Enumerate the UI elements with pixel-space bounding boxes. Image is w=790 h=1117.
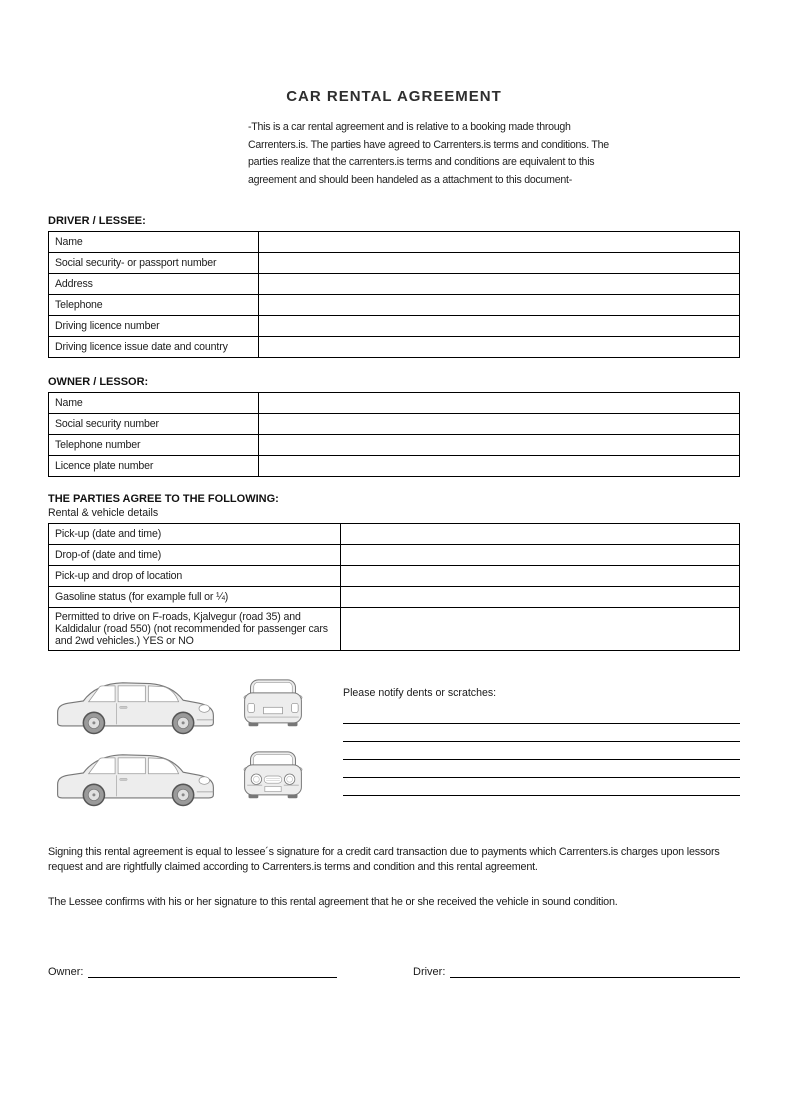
- field-value-cell[interactable]: [259, 337, 740, 358]
- table-row: [49, 545, 740, 566]
- agreement-section-subheading: Rental & vehicle details: [48, 507, 159, 520]
- agreement-section-heading: THE PARTIES AGREE TO THE FOLLOWING:: [48, 493, 279, 506]
- rental-details-table-body: [49, 524, 740, 651]
- field-value-cell[interactable]: [259, 435, 740, 456]
- field-label: Licence plate number: [55, 460, 154, 473]
- table-row: [49, 253, 740, 274]
- field-value-cell[interactable]: [259, 456, 740, 477]
- field-value-cell[interactable]: [341, 587, 740, 608]
- field-label-cell: [49, 253, 259, 274]
- vehicle-damage-diagram-section: [48, 673, 740, 807]
- field-label-cell: [49, 316, 259, 337]
- field-label: Social security- or passport number: [55, 257, 217, 270]
- field-value-cell[interactable]: [259, 295, 740, 316]
- damage-note-line[interactable]: [343, 742, 740, 760]
- table-row: [49, 524, 740, 545]
- table-row: [49, 456, 740, 477]
- table-row: [49, 566, 740, 587]
- owner-signature-label: Owner:: [48, 966, 84, 979]
- owner-signature-block: [48, 964, 337, 978]
- field-label: Address: [55, 278, 93, 291]
- driver-table-body: [49, 232, 740, 358]
- field-value-cell[interactable]: [259, 232, 740, 253]
- field-label: Telephone number: [55, 439, 141, 452]
- legal-paragraph-2: The Lessee confirms with his or her signature to this rental agreement that he or she received the vehicle in sound condition.: [48, 896, 618, 909]
- table-row: [49, 608, 740, 651]
- field-label-cell: [49, 545, 341, 566]
- table-row: [49, 232, 740, 253]
- owner-table: [48, 392, 740, 477]
- legal-paragraph-1: Signing this rental agreement is equal to lessee´s signature for a credit card transaction due to payments which Carrenters.is charges upon lessors request and are rightfully claimed according to Carrenters.is terms and condition and this rental agreement.: [48, 846, 720, 874]
- field-label: Name: [55, 236, 83, 249]
- field-label-cell: [49, 414, 259, 435]
- damage-note-line[interactable]: [343, 706, 740, 724]
- field-label: Social security number: [55, 418, 159, 431]
- table-row: [49, 337, 740, 358]
- owner-table-body: [49, 393, 740, 477]
- damage-note-line[interactable]: [343, 760, 740, 778]
- field-value-cell[interactable]: [341, 566, 740, 587]
- car-diagram-grid: [48, 673, 310, 807]
- damage-notes-label: Please notify dents or scratches:: [343, 687, 497, 700]
- field-label: Telephone: [55, 299, 103, 312]
- field-label-cell: [49, 587, 341, 608]
- table-row: [49, 587, 740, 608]
- table-row: [49, 295, 740, 316]
- intro-paragraph: -This is a car rental agreement and is relative to a booking made through Carrenters.is. The parties have agreed to Carrenters.is terms and conditions. The parties realize that the carrenters.is terms and conditions are equivalent to this agreement and should been handeled as a attachment to this document-: [248, 121, 609, 186]
- field-value-cell[interactable]: [259, 274, 740, 295]
- driver-section-heading: DRIVER / LESSEE:: [48, 215, 146, 228]
- field-value-cell[interactable]: [259, 253, 740, 274]
- table-row: [49, 274, 740, 295]
- field-label: Driving licence number: [55, 320, 160, 333]
- table-row: [49, 393, 740, 414]
- field-label-cell: [49, 435, 259, 456]
- field-label-cell: [49, 456, 259, 477]
- driver-signature-block: [413, 964, 740, 978]
- page-title: CAR RENTAL AGREEMENT: [286, 88, 502, 105]
- field-label-cell: [49, 274, 259, 295]
- field-label-cell: [49, 337, 259, 358]
- owner-signature-line[interactable]: [88, 964, 337, 978]
- field-value-cell[interactable]: [259, 316, 740, 337]
- driver-section: [48, 215, 740, 358]
- owner-section-heading: OWNER / LESSOR:: [48, 376, 149, 389]
- table-row: [49, 414, 740, 435]
- driver-signature-line[interactable]: [450, 964, 740, 978]
- field-label-cell: [49, 393, 259, 414]
- car-rear-illustration: [242, 673, 304, 735]
- field-label: Permitted to drive on F-roads, Kjalvegur (road 35) and Kaldidalur (road 550) (not recommended for passenger cars and 2wd vehicles.) YES or NO: [55, 611, 328, 648]
- signature-row: [48, 964, 740, 978]
- damage-notes-block: [343, 673, 740, 807]
- driver-signature-label: Driver:: [413, 966, 446, 979]
- field-value-cell[interactable]: [341, 545, 740, 566]
- field-label-cell: [49, 566, 341, 587]
- driver-table: [48, 231, 740, 358]
- field-value-cell[interactable]: [259, 414, 740, 435]
- field-label: Driving licence issue date and country: [55, 341, 228, 354]
- field-value-cell[interactable]: [259, 393, 740, 414]
- car-side-top-illustration: [48, 673, 223, 735]
- table-row: [49, 316, 740, 337]
- damage-note-line[interactable]: [343, 778, 740, 796]
- damage-note-line[interactable]: [343, 724, 740, 742]
- rental-details-table: [48, 523, 740, 651]
- field-value-cell[interactable]: [341, 608, 740, 651]
- field-label-cell: [49, 524, 341, 545]
- field-value-cell[interactable]: [341, 524, 740, 545]
- field-label: Pick-up (date and time): [55, 528, 162, 541]
- car-side-bottom-illustration: [48, 745, 223, 807]
- table-row: [49, 435, 740, 456]
- field-label-cell: [49, 608, 341, 651]
- field-label-cell: [49, 232, 259, 253]
- field-label-cell: [49, 295, 259, 316]
- agreement-section: [48, 493, 740, 651]
- damage-notes-lines: [343, 706, 740, 796]
- owner-section: [48, 376, 740, 477]
- field-label: Drop-of (date and time): [55, 549, 162, 562]
- field-label: Gasoline status (for example full or ¼): [55, 591, 229, 604]
- field-label: Name: [55, 397, 83, 410]
- field-label: Pick-up and drop of location: [55, 570, 183, 583]
- car-front-illustration: [242, 745, 304, 807]
